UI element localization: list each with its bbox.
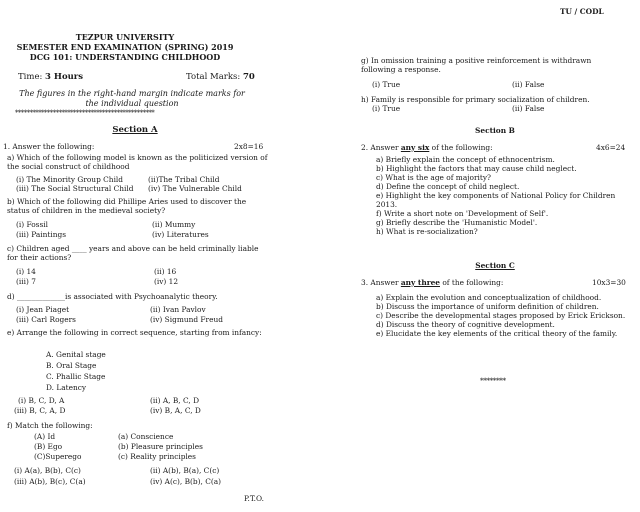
course-title: DCG 101: UNDERSTANDING CHILDHOOD — [29, 52, 221, 62]
q1d-option-4: (iv) Sigmund Freud — [150, 315, 223, 324]
q1e-option-3: (iii) B, C, A, D — [14, 406, 66, 415]
q1h-option-1: (i) True — [372, 104, 401, 113]
section-a-title: Section A — [112, 125, 158, 135]
section-c-item-d: d) Discuss the theory of cognitive development. — [376, 320, 555, 330]
question-3: 3. Answer any three of the following: — [361, 278, 504, 287]
q1b-option-1: (i) Fossil — [16, 220, 48, 229]
q1b-stem: b) Which of the following did Phillipe Aries used to discover the status of children in the medieval society? — [7, 197, 247, 216]
q1e-stem: e) Arrange the following in correct sequence, starting from infancy: — [7, 328, 262, 337]
time-value: 3 Hours — [45, 72, 84, 82]
section-b-title: Section B — [475, 126, 515, 135]
q1f-stem: f) Match the following: — [7, 421, 93, 430]
section-b-item-c: c) What is the age of majority? — [376, 173, 491, 183]
end-stars: ******** — [480, 376, 506, 385]
q1d-option-1: (i) Jean Piaget — [16, 305, 70, 314]
section-b-item-d: d) Define the concept of child neglect. — [376, 182, 520, 192]
q1c-option-4: (iv) 12 — [154, 277, 179, 286]
marks-label: Total Marks: — [186, 72, 241, 82]
section-c-title: Section C — [475, 261, 515, 270]
question-2: 2. Answer any six of the following: — [361, 143, 493, 152]
separator-stars: ************************************************ — [15, 109, 155, 117]
q1f-option-1: (i) A(a), B(b), C(c) — [14, 466, 81, 475]
q1a-option-2: (ii)The Tribal Child — [148, 175, 220, 184]
q1f-right-3: (c) Reality principles — [118, 452, 196, 461]
exam-title: SEMESTER END EXAMINATION (SPRING) 2019 — [16, 42, 234, 52]
marks-note: The figures in the right-hand margin indicate marks for the individual question — [19, 89, 245, 108]
q1e-stage-3: C. Phallic Stage — [46, 372, 106, 381]
section-c-list — [376, 293, 631, 338]
question-1: 1. Answer the following: — [3, 142, 95, 151]
q1b-option-4: (iv) Literatures — [152, 230, 209, 239]
q1a-option-4: (iv) The Vulnerable Child — [148, 184, 242, 193]
q1e-stage-2: B. Oral Stage — [46, 361, 97, 370]
q1c-option-1: (i) 14 — [16, 267, 36, 276]
q1c-stem: c) Children aged ____ years and above can be held criminally liable for their actions? — [7, 244, 259, 263]
q1e-stage-4: D. Latency — [46, 383, 87, 392]
q1a-option-3: (iii) The Social Structural Child — [16, 184, 134, 193]
section-c-item-c: c) Describe the developmental stages proposed by Erick Erickson. — [376, 311, 626, 321]
q1b-option-2: (ii) Mummy — [152, 220, 196, 229]
q1f-left-1: (A) Id — [34, 432, 56, 441]
q1g-option-2: (ii) False — [512, 80, 545, 89]
section-b-item-e: e) Highlight the key components of National Policy for Children 2013. — [376, 191, 616, 210]
section-b-item-a: a) Briefly explain the concept of ethnocentrism. — [376, 155, 555, 164]
q1e-option-2: (ii) A, B, C, D — [150, 396, 200, 405]
time-label: Time: — [18, 72, 43, 82]
q1h-option-2: (ii) False — [512, 104, 545, 113]
q1f-option-3: (iii) A(b), B(c), C(a) — [14, 477, 86, 486]
q1c-option-3: (iii) 7 — [16, 277, 36, 286]
section-c-item-a: a) Explain the evolution and conceptualization of childhood. — [376, 293, 602, 302]
question-2-marks: 4x6=24 — [596, 143, 626, 152]
section-b-list — [376, 155, 631, 236]
q1f-option-2: (ii) A(b), B(a), C(c) — [150, 466, 220, 475]
section-c-item-e: e) Elucidate the key elements of the critical theory of the family. — [376, 329, 618, 339]
section-c-item-b: b) Discuss the importance of uniform definition of children. — [376, 302, 599, 312]
q1c-option-2: (ii) 16 — [154, 267, 177, 276]
question-3-marks: 10x3=30 — [592, 278, 626, 287]
q1f-right-2: (b) Pleasure principles — [118, 442, 203, 451]
q1d-stem: d) _____________is associated with Psychoanalytic theory. — [7, 292, 218, 301]
q1e-option-4: (iv) B, A, C, D — [150, 406, 201, 415]
document-code: TU / CODL — [560, 7, 604, 16]
q1g-option-1: (i) True — [372, 80, 401, 89]
q1g-stem: g) In omission training a positive reinforcement is withdrawn following a response. — [361, 56, 592, 75]
section-b-item-b: b) Highlight the factors that may cause child neglect. — [376, 164, 577, 174]
time-info — [18, 72, 83, 82]
q1e-stage-1: A. Genital stage — [46, 350, 106, 359]
section-b-item-f: f) Write a short note on 'Development of Self'. — [376, 209, 549, 219]
section-b-item-g: g) Briefly describe the 'Humanistic Model'. — [376, 218, 538, 228]
q1e-option-1: (i) B, C, D, A — [18, 396, 65, 405]
q1d-option-3: (iii) Carl Rogers — [16, 315, 76, 324]
q1b-option-3: (iii) Paintings — [16, 230, 66, 239]
q1f-option-4: (iv) A(c), B(b), C(a) — [150, 477, 222, 486]
q1f-left-2: (B) Ego — [34, 442, 63, 451]
q1f-left-3: (C)Superego — [34, 452, 82, 461]
q1h-stem: h) Family is responsible for primary socialization of children. — [361, 95, 590, 104]
q1d-option-2: (ii) Ivan Pavlov — [150, 305, 206, 314]
q1a-stem: a) Which of the following model is known as the politicized version of the social construct of childhood — [7, 153, 268, 172]
marks-info — [186, 72, 255, 82]
university-name: TEZPUR UNIVERSITY — [75, 32, 175, 42]
question-3-choice: any three — [400, 278, 440, 287]
question-1-marks: 2x8=16 — [234, 142, 264, 151]
q1f-right-1: (a) Conscience — [118, 432, 174, 441]
section-b-item-h: h) What is re-socialization? — [376, 227, 478, 237]
question-2-choice: any six — [400, 143, 430, 152]
q1a-option-1: (i) The Minority Group Child — [16, 175, 124, 184]
marks-value: 70 — [242, 72, 255, 82]
please-turn-over: P.T.O. — [244, 494, 264, 503]
